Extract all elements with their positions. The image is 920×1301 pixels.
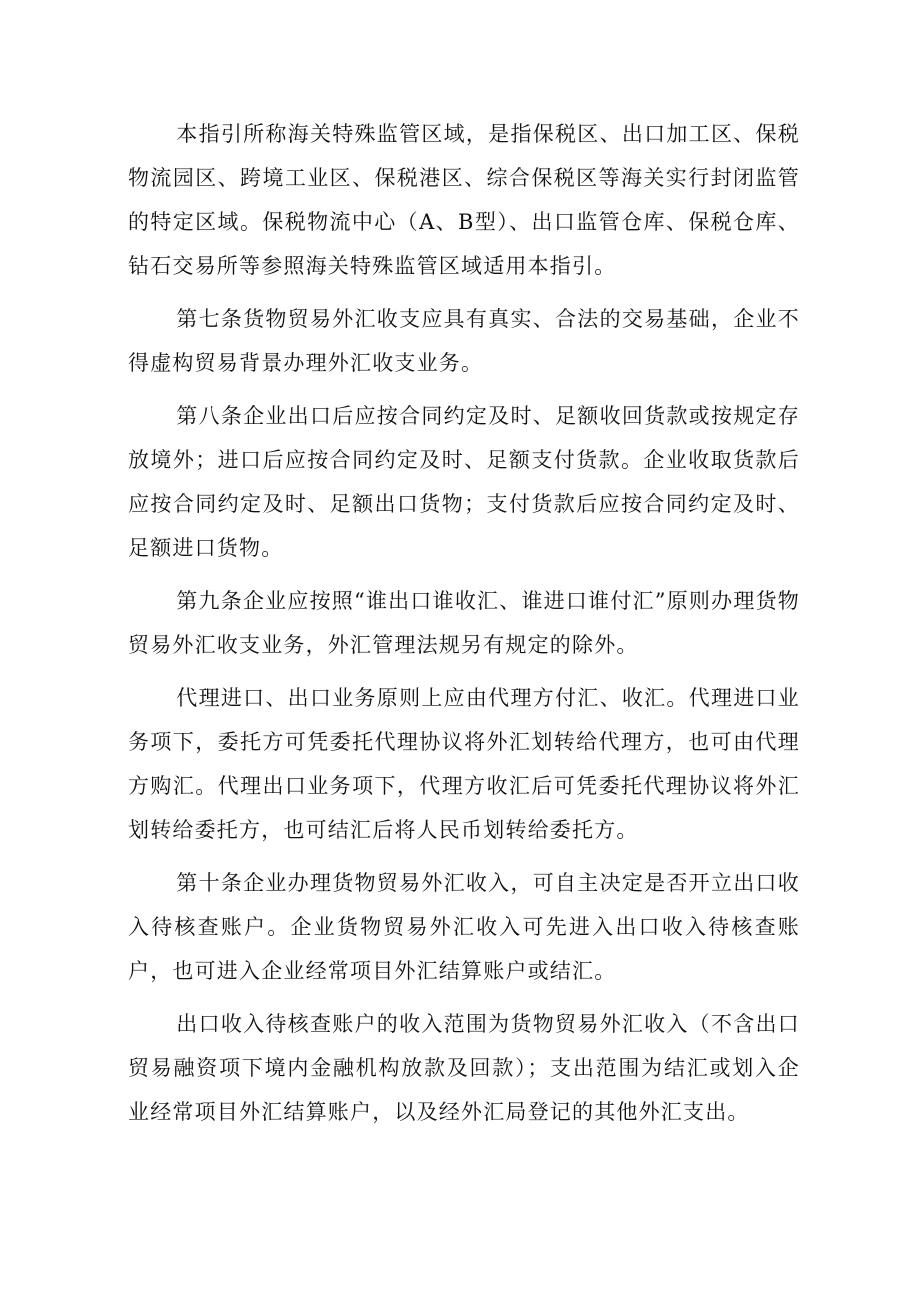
paragraph-pending-verification-account: 出口收入待核查账户的收入范围为货物贸易外汇收入（不含出口贸易融资项下境内金融机构放款及回款）；支出范围为结汇或划入企业经常项目外汇结算账户，以及经外汇局登记的其他外汇支出。	[128, 1012, 800, 1124]
paragraph-article-7: 第七条货物贸易外汇收支应具有真实、合法的交易基础，企业不得虚构贸易背景办理外汇收支业务。	[128, 307, 800, 375]
document-body	[128, 112, 800, 1143]
paragraph-agency-import-export: 代理进口、出口业务原则上应由代理方付汇、收汇。代理进口业务项下，委托方可凭委托代理协议将外汇划转给代理方，也可由代理方购汇。代理出口业务项下，代理方收汇后可凭委托代理协议将外汇划转给委托方，也可结汇后将人民币划转给委托方。	[128, 686, 800, 842]
paragraph-special-supervision-zones: 本指引所称海关特殊监管区域，是指保税区、出口加工区、保税物流园区、跨境工业区、保税港区、综合保税区等海关实行封闭监管的特定区域。保税物流中心（A、B型）、出口监管仓库、保税仓库、钻石交易所等参照海关特殊监管区域适用本指引。	[128, 122, 800, 278]
paragraph-article-9: 第九条企业应按照“谁出口谁收汇、谁进口谁付汇”原则办理货物贸易外汇收支业务，外汇管理法规另有规定的除外。	[128, 589, 800, 657]
paragraph-article-10: 第十条企业办理货物贸易外汇收入，可自主决定是否开立出口收入待核查账户。企业货物贸易外汇收入可先进入出口收入待核查账户，也可进入企业经常项目外汇结算账户或结汇。	[128, 871, 800, 983]
paragraph-article-8: 第八条企业出口后应按合同约定及时、足额收回货款或按规定存放境外；进口后应按合同约定及时、足额支付货款。企业收取货款后应按合同约定及时、足额出口货物；支付货款后应按合同约定及时、足额进口货物。	[128, 404, 800, 560]
